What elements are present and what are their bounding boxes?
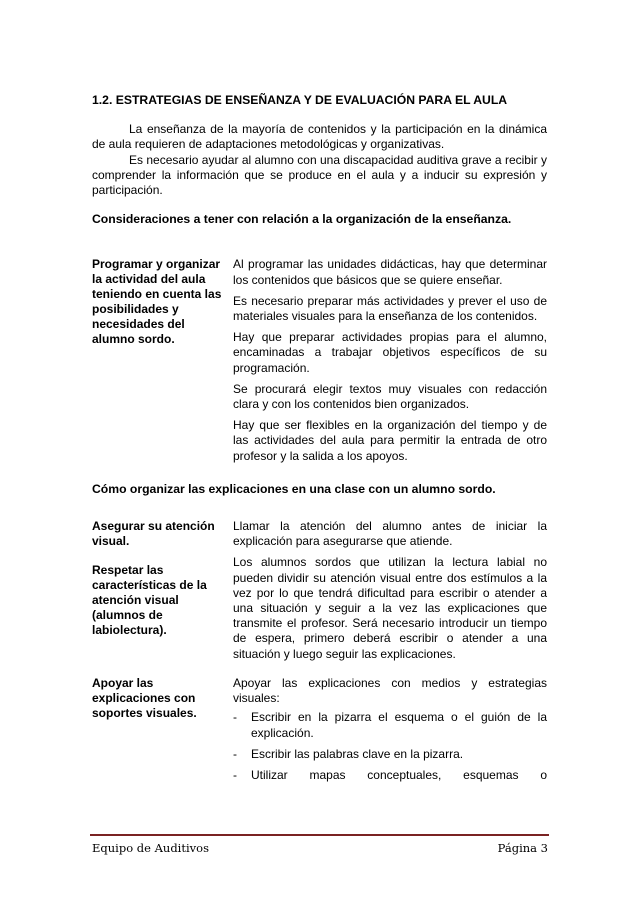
intro-paragraph: Es necesario ayudar al alumno con una discapacidad auditiva grave a recibir y comprender la información que se produce en el aula y a inducir su expresión y participación. (92, 152, 547, 198)
block-paragraph: Es necesario preparar más actividades y prever el uso de materiales visuales para la enseñanza de los contenidos. (233, 293, 547, 324)
block-text (233, 676, 547, 783)
list-item (233, 710, 547, 740)
bullet-dash: - (233, 767, 237, 782)
block-programar (92, 257, 547, 463)
block-paragraph: Al programar las unidades didácticas, hay que determinar los contenidos que básicos que se quiere enseñar. (233, 257, 547, 287)
block-paragraph: Los alumnos sordos que utilizan la lectura labial no pueden dividir su atención visual entre dos estímulos a la vez por lo que tendrá dificultad para escribir o atender a una situación y seguir a la vez las explicaciones que transmite el profesor. Será necesario introducir un tiempo de espera, primero deberá escribir o atender a una situación y luego seguir las explicaciones. (233, 555, 547, 661)
block-paragraph: Apoyar las explicaciones con medios y estrategias visuales: (233, 675, 547, 706)
list-item-text: Escribir las palabras clave en la pizarra. (251, 746, 464, 761)
block-paragraph: Hay que ser flexibles en la organización del tiempo y de las actividades del aula para permitir la entrada de otro profesor y la salida a los apoyos. (233, 418, 547, 463)
block-label-soportes: Apoyar las explicaciones con soportes visuales. (92, 675, 197, 720)
footer-page-number: Página 3 (497, 841, 548, 855)
page-content (92, 93, 547, 789)
intro-paragraph: La enseñanza de la mayoría de contenidos y la participación en la dinámica de aula requieren de adaptaciones metodológicas y organizativas. (92, 122, 547, 152)
footer-divider (90, 834, 549, 836)
block-atencion (92, 519, 547, 662)
block-label-atencion: Asegurar su atención visual. (92, 519, 215, 549)
bullet-list (233, 710, 547, 783)
block-soportes (92, 676, 547, 783)
block-text (233, 257, 547, 463)
block-label: Programar y organizar la actividad del aula teniendo en cuenta las posibilidades y necesidades del alumno sordo. (92, 257, 222, 347)
footer-team: Equipo de Auditivos (92, 841, 209, 855)
block-paragraph: Se procurará elegir textos muy visuales con redacción clara y con los contenidos bien organizados. (233, 381, 547, 412)
bullet-dash: - (233, 746, 237, 761)
list-item (233, 768, 547, 783)
intro (92, 122, 547, 198)
list-item-text: Escribir en la pizarra el esquema o el guión de la explicación. (251, 710, 547, 740)
block-paragraph: Hay que preparar actividades propias para el alumno, encaminadas a trabajar objetivos específicos de su programación. (233, 330, 547, 375)
section-heading: 1.2. ESTRATEGIAS DE ENSEÑANZA Y DE EVALUACIÓN PARA EL AULA (92, 93, 508, 107)
section-title-organizacion: Consideraciones a tener con relación a la organización de la enseñanza. (92, 212, 512, 227)
list-item (233, 747, 547, 762)
list-item-text: Utilizar mapas conceptuales, esquemas o (251, 767, 547, 782)
block-text (233, 519, 547, 662)
block-label-respetar: Respetar las características de la atención visual (alumnos de labiolectura). (92, 563, 207, 638)
bullet-dash: - (233, 710, 237, 725)
block-paragraph: Llamar la atención del alumno antes de iniciar la explicación para asegurarse que atiende. (233, 519, 547, 549)
section-title-explicaciones: Cómo organizar las explicaciones en una clase con un alumno sordo. (92, 481, 496, 496)
